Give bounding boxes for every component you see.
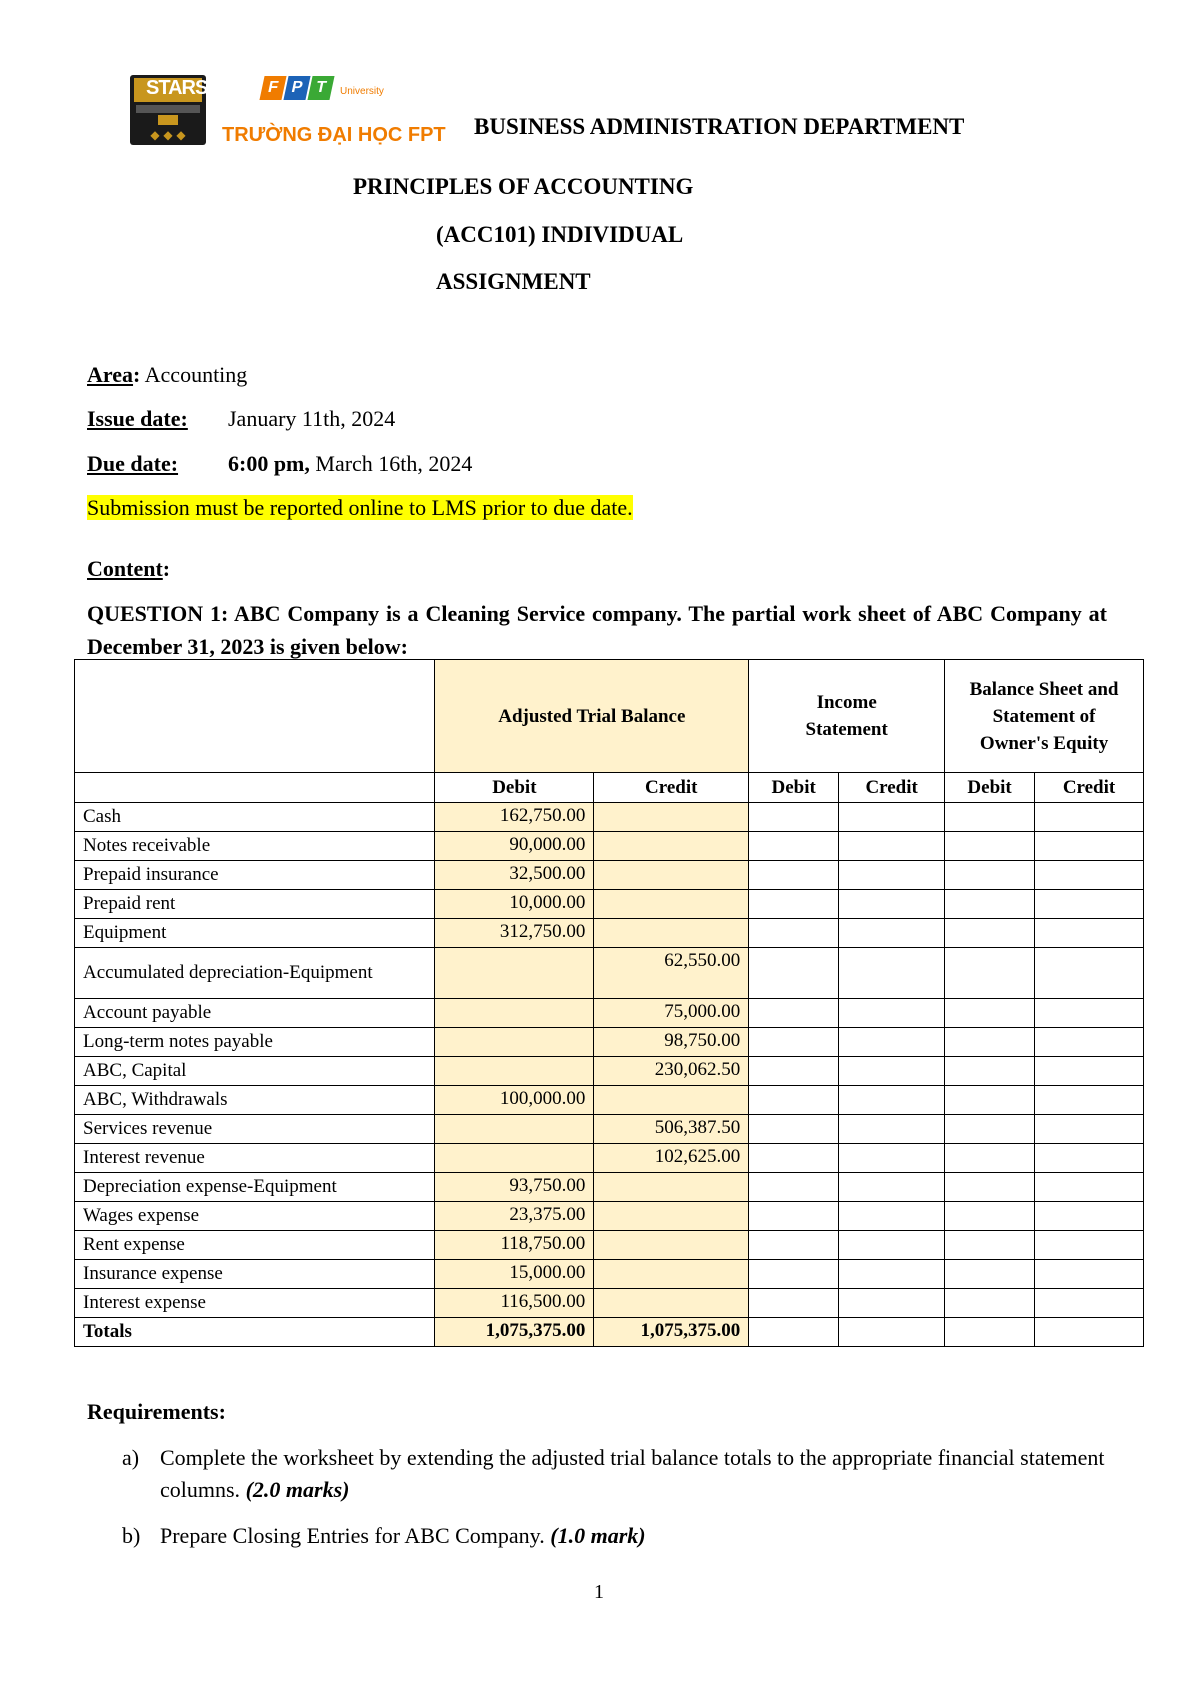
atb-debit-cell: 116,500.00 xyxy=(435,1289,594,1318)
atb-debit-cell: 312,750.00 xyxy=(435,919,594,948)
requirement-a-letter: a) xyxy=(122,1445,140,1470)
table-row xyxy=(75,832,1144,861)
due-time: 6:00 pm, xyxy=(228,451,310,476)
is-debit-cell xyxy=(749,1086,839,1115)
atb-debit-cell xyxy=(435,1115,594,1144)
atb-debit-cell: 100,000.00 xyxy=(435,1086,594,1115)
bs-credit-cell xyxy=(1035,1086,1144,1115)
fpt-logo-tagline: University xyxy=(340,86,384,97)
area-line xyxy=(87,362,247,388)
table-row xyxy=(75,1231,1144,1260)
issue-date-value: January 11th, 2024 xyxy=(228,406,396,431)
account-name: Rent expense xyxy=(75,1231,435,1260)
bs-debit-cell xyxy=(945,861,1035,890)
is-debit-cell xyxy=(749,1173,839,1202)
atb-debit-cell: 118,750.00 xyxy=(435,1231,594,1260)
stars-logo-year-badge xyxy=(158,115,178,125)
account-name: Cash xyxy=(75,803,435,832)
account-name: Services revenue xyxy=(75,1115,435,1144)
is-debit-cell xyxy=(749,1202,839,1231)
school-name: TRƯỜNG ĐẠI HỌC FPT xyxy=(222,124,446,146)
atb-credit-cell xyxy=(594,1289,749,1318)
table-row xyxy=(75,803,1144,832)
account-name: Insurance expense xyxy=(75,1260,435,1289)
worksheet-table xyxy=(74,659,1144,1347)
bs-credit-cell xyxy=(1035,1202,1144,1231)
document-title-line-1: PRINCIPLES OF ACCOUNTING xyxy=(353,174,694,199)
requirement-b-marks: (1.0 mark) xyxy=(550,1523,646,1548)
is-credit-cell xyxy=(839,861,945,890)
is-credit-cell xyxy=(839,1028,945,1057)
bs-credit-cell xyxy=(1035,803,1144,832)
stars-logo-subband xyxy=(136,105,200,113)
is-credit-cell xyxy=(839,1086,945,1115)
fpt-logo-letter-f: F xyxy=(259,76,286,100)
is-debit-cell xyxy=(749,1028,839,1057)
is-debit-cell xyxy=(749,1144,839,1173)
account-name: Equipment xyxy=(75,919,435,948)
bs-debit-cell xyxy=(945,948,1035,999)
atb-debit-cell xyxy=(435,1028,594,1057)
atb-debit-cell xyxy=(435,999,594,1028)
adjusted-trial-balance-header: Adjusted Trial Balance xyxy=(435,660,749,773)
table-row xyxy=(75,1202,1144,1231)
area-label: Area xyxy=(87,362,134,387)
atb-debit-cell xyxy=(435,948,594,999)
is-credit-cell xyxy=(839,1144,945,1173)
submission-note: Submission must be reported online to LMS prior to due date. xyxy=(87,495,633,520)
stars-rating-logo xyxy=(130,75,206,145)
atb-debit-cell: 23,375.00 xyxy=(435,1202,594,1231)
atb-credit-cell: 102,625.00 xyxy=(594,1144,749,1173)
is-credit-cell xyxy=(839,1057,945,1086)
area-value: Accounting xyxy=(144,362,248,387)
worksheet-sub-header-row xyxy=(75,773,1144,803)
bs-credit-cell xyxy=(1035,999,1144,1028)
bs-debit-cell xyxy=(945,919,1035,948)
bs-debit-cell xyxy=(945,1318,1035,1347)
is-credit-cell xyxy=(839,890,945,919)
balance-sheet-header: Balance Sheet and Statement of Owner's Equity xyxy=(945,660,1144,773)
department-heading: BUSINESS ADMINISTRATION DEPARTMENT xyxy=(474,114,965,139)
is-debit-cell xyxy=(749,1115,839,1144)
is-credit-cell xyxy=(839,1202,945,1231)
atb-credit-cell xyxy=(594,1202,749,1231)
bs-credit-cell xyxy=(1035,1173,1144,1202)
bs-credit-cell xyxy=(1035,948,1144,999)
table-row xyxy=(75,1028,1144,1057)
atb-debit-cell xyxy=(435,1144,594,1173)
account-name: ABC, Withdrawals xyxy=(75,1086,435,1115)
account-name: Notes receivable xyxy=(75,832,435,861)
bs-debit-cell xyxy=(945,1202,1035,1231)
bs-debit-cell xyxy=(945,890,1035,919)
is-credit-cell xyxy=(839,1115,945,1144)
area-separator: : xyxy=(133,362,141,387)
table-row xyxy=(75,948,1144,999)
fpt-logo xyxy=(262,76,384,108)
is-debit-cell xyxy=(749,999,839,1028)
atb-credit-cell xyxy=(594,1260,749,1289)
table-row xyxy=(75,999,1144,1028)
atb-credit-cell: 62,550.00 xyxy=(594,948,749,999)
is-debit-header: Debit xyxy=(749,773,839,803)
bs-credit-cell xyxy=(1035,890,1144,919)
stars-logo-text: STARS xyxy=(146,77,208,99)
bs-credit-cell xyxy=(1035,1144,1144,1173)
bs-credit-cell xyxy=(1035,1289,1144,1318)
account-name: Totals xyxy=(75,1318,435,1347)
atb-credit-cell xyxy=(594,832,749,861)
worksheet-group-header-row xyxy=(75,660,1144,773)
bs-credit-cell xyxy=(1035,919,1144,948)
requirement-b-text: Prepare Closing Entries for ABC Company. xyxy=(160,1523,545,1548)
atb-credit-cell: 98,750.00 xyxy=(594,1028,749,1057)
account-name: Account payable xyxy=(75,999,435,1028)
is-credit-cell xyxy=(839,1231,945,1260)
bs-credit-cell xyxy=(1035,1318,1144,1347)
is-debit-cell xyxy=(749,861,839,890)
fpt-logo-letter-t: T xyxy=(307,76,334,100)
table-row xyxy=(75,1173,1144,1202)
atb-credit-cell: 75,000.00 xyxy=(594,999,749,1028)
account-name: Interest revenue xyxy=(75,1144,435,1173)
requirements-heading: Requirements: xyxy=(87,1399,226,1424)
bs-debit-cell xyxy=(945,803,1035,832)
is-debit-cell xyxy=(749,948,839,999)
submission-note-line xyxy=(87,495,633,521)
bs-credit-cell xyxy=(1035,1260,1144,1289)
atb-credit-cell xyxy=(594,919,749,948)
content-label: Content xyxy=(87,556,163,581)
requirement-b-letter: b) xyxy=(122,1523,141,1548)
bs-credit-cell xyxy=(1035,861,1144,890)
atb-credit-cell xyxy=(594,1173,749,1202)
atb-credit-header: Credit xyxy=(594,773,749,803)
bs-debit-cell xyxy=(945,1115,1035,1144)
content-separator: : xyxy=(162,556,171,581)
account-name: ABC, Capital xyxy=(75,1057,435,1086)
is-debit-cell xyxy=(749,1260,839,1289)
is-credit-cell xyxy=(839,832,945,861)
atb-credit-cell: 506,387.50 xyxy=(594,1115,749,1144)
atb-debit-cell: 32,500.00 xyxy=(435,861,594,890)
bs-debit-cell xyxy=(945,1173,1035,1202)
bs-debit-cell xyxy=(945,1144,1035,1173)
table-row xyxy=(75,919,1144,948)
content-heading xyxy=(87,556,170,582)
atb-debit-cell: 162,750.00 xyxy=(435,803,594,832)
account-name: Accumulated depreciation-Equipment xyxy=(75,948,435,999)
bs-credit-cell xyxy=(1035,1057,1144,1086)
document-title-line-2: (ACC101) INDIVIDUAL xyxy=(436,222,684,247)
due-date-value-line xyxy=(228,451,472,477)
requirement-a-marks: (2.0 marks) xyxy=(245,1477,350,1502)
bs-debit-header: Debit xyxy=(945,773,1035,803)
totals-row xyxy=(75,1318,1144,1347)
account-name: Wages expense xyxy=(75,1202,435,1231)
atb-debit-cell: 93,750.00 xyxy=(435,1173,594,1202)
requirement-a xyxy=(160,1442,1120,1506)
atb-credit-cell: 1,075,375.00 xyxy=(594,1318,749,1347)
income-statement-header: Income Statement xyxy=(749,660,945,773)
atb-debit-cell: 15,000.00 xyxy=(435,1260,594,1289)
question-1-text: QUESTION 1: ABC Company is a Cleaning Service company. The partial work sheet of ABC Company at December 31, 2023 is given below: xyxy=(87,601,1107,659)
atb-debit-cell: 10,000.00 xyxy=(435,890,594,919)
atb-debit-cell xyxy=(435,1057,594,1086)
bs-credit-cell xyxy=(1035,1028,1144,1057)
stars-rating-icon: ◆ ◆ ◆ xyxy=(150,128,186,142)
is-credit-cell xyxy=(839,803,945,832)
bs-debit-cell xyxy=(945,832,1035,861)
bs-credit-cell xyxy=(1035,1115,1144,1144)
bs-credit-cell xyxy=(1035,832,1144,861)
table-row xyxy=(75,1144,1144,1173)
account-name: Long-term notes payable xyxy=(75,1028,435,1057)
bs-credit-header: Credit xyxy=(1035,773,1144,803)
bs-debit-cell xyxy=(945,1028,1035,1057)
is-debit-cell xyxy=(749,1057,839,1086)
atb-credit-cell xyxy=(594,861,749,890)
is-debit-cell xyxy=(749,1289,839,1318)
table-row xyxy=(75,1086,1144,1115)
table-row xyxy=(75,1057,1144,1086)
issue-date-label: Issue date: xyxy=(87,406,188,431)
account-header-blank xyxy=(75,660,435,773)
table-row xyxy=(75,890,1144,919)
account-name: Prepaid rent xyxy=(75,890,435,919)
due-date-value: March 16th, 2024 xyxy=(315,451,473,476)
requirement-a-text: Complete the worksheet by extending the adjusted trial balance totals to the appropriate financial statement columns. xyxy=(160,1445,1105,1502)
is-debit-cell xyxy=(749,1231,839,1260)
is-debit-cell xyxy=(749,890,839,919)
is-debit-cell xyxy=(749,1318,839,1347)
atb-debit-header: Debit xyxy=(435,773,594,803)
is-debit-cell xyxy=(749,803,839,832)
bs-debit-cell xyxy=(945,1231,1035,1260)
table-row xyxy=(75,1115,1144,1144)
table-row xyxy=(75,861,1144,890)
requirement-b xyxy=(160,1520,1120,1552)
issue-date-line xyxy=(87,406,188,432)
bs-debit-cell xyxy=(945,1086,1035,1115)
account-name: Depreciation expense-Equipment xyxy=(75,1173,435,1202)
atb-credit-cell xyxy=(594,803,749,832)
table-row xyxy=(75,1289,1144,1318)
atb-debit-cell: 1,075,375.00 xyxy=(435,1318,594,1347)
atb-credit-cell xyxy=(594,1231,749,1260)
is-credit-cell xyxy=(839,1260,945,1289)
due-date-line xyxy=(87,451,178,477)
fpt-logo-letter-p: P xyxy=(283,76,310,100)
due-date-label: Due date: xyxy=(87,451,179,476)
is-credit-header: Credit xyxy=(839,773,945,803)
bs-credit-cell xyxy=(1035,1231,1144,1260)
is-credit-cell xyxy=(839,999,945,1028)
bs-debit-cell xyxy=(945,999,1035,1028)
is-credit-cell xyxy=(839,919,945,948)
atb-credit-cell xyxy=(594,1086,749,1115)
is-credit-cell xyxy=(839,1173,945,1202)
page-number: 1 xyxy=(594,1581,604,1603)
bs-debit-cell xyxy=(945,1057,1035,1086)
document-title-line-3: ASSIGNMENT xyxy=(436,269,591,294)
atb-debit-cell: 90,000.00 xyxy=(435,832,594,861)
is-debit-cell xyxy=(749,919,839,948)
account-name: Interest expense xyxy=(75,1289,435,1318)
is-debit-cell xyxy=(749,832,839,861)
atb-credit-cell xyxy=(594,890,749,919)
account-subheader-blank xyxy=(75,773,435,803)
atb-credit-cell: 230,062.50 xyxy=(594,1057,749,1086)
account-name: Prepaid insurance xyxy=(75,861,435,890)
bs-debit-cell xyxy=(945,1260,1035,1289)
is-credit-cell xyxy=(839,1318,945,1347)
table-row xyxy=(75,1260,1144,1289)
is-credit-cell xyxy=(839,1289,945,1318)
bs-debit-cell xyxy=(945,1289,1035,1318)
is-credit-cell xyxy=(839,948,945,999)
